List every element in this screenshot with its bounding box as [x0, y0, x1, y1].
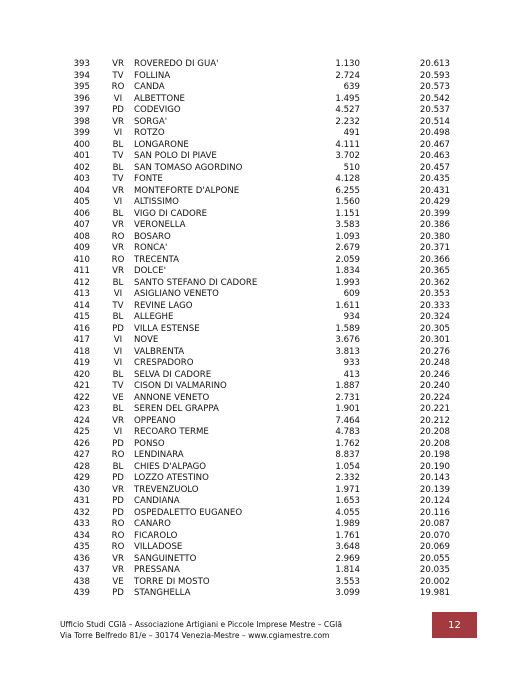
table-row	[50, 140, 470, 152]
table-row	[50, 588, 470, 600]
municipality-cell: SAN TOMASO AGORDINO	[134, 162, 243, 173]
rank-cell: 419	[73, 358, 90, 368]
municipality-cell: LENDINARA	[134, 450, 184, 460]
municipality-cell: ANNONE VENETO	[134, 392, 210, 403]
value-cell: 20.221	[419, 404, 450, 414]
rank-cell: 403	[73, 174, 90, 184]
population-cell: 1.993	[335, 277, 360, 288]
province-cell: VE	[112, 576, 124, 587]
table-row	[50, 174, 470, 186]
province-cell: BL	[112, 312, 124, 322]
population-cell: 609	[343, 289, 360, 299]
table-row	[50, 519, 470, 531]
value-cell: 20.002	[419, 576, 450, 587]
province-cell: RO	[111, 519, 125, 529]
table-row	[50, 347, 470, 359]
municipality-cell: CODEVIGO	[134, 105, 181, 115]
municipality-cell: CISON DI VALMARINO	[134, 381, 227, 391]
table-row	[50, 59, 470, 71]
population-cell: 1.901	[335, 404, 360, 414]
value-cell: 20.386	[419, 220, 450, 230]
municipality-cell: SANTO STEFANO DI CADORE	[134, 277, 258, 288]
value-cell: 20.070	[419, 530, 450, 541]
municipality-cell: TREVENZUOLO	[134, 484, 199, 495]
rank-cell: 412	[73, 277, 90, 288]
municipality-cell: OSPEDALETTO EUGANEO	[134, 507, 243, 518]
province-cell: VR	[112, 243, 124, 253]
municipality-cell: CANDA	[134, 82, 165, 92]
population-cell: 1.611	[335, 300, 360, 311]
province-cell: PD	[112, 473, 124, 483]
value-cell: 20.353	[419, 289, 450, 299]
rank-cell: 421	[73, 381, 90, 391]
province-cell: BL	[112, 162, 124, 173]
value-cell: 20.055	[419, 553, 450, 564]
value-cell: 20.537	[419, 105, 450, 115]
value-cell: 20.542	[419, 93, 450, 104]
province-cell: VR	[112, 484, 124, 495]
population-cell: 1.589	[335, 323, 360, 334]
municipality-cell: TORRE DI MOSTO	[134, 576, 210, 587]
population-cell: 1.814	[335, 565, 360, 575]
municipality-cell: DOLCE'	[134, 266, 166, 276]
municipality-cell: SANGUINETTO	[134, 553, 197, 564]
table-row	[50, 473, 470, 485]
rank-cell: 395	[73, 82, 90, 92]
table-row	[50, 220, 470, 232]
population-cell: 3.676	[335, 335, 360, 345]
province-cell: RO	[111, 231, 125, 242]
value-cell: 20.276	[419, 346, 450, 357]
value-cell: 20.435	[419, 174, 450, 184]
province-cell: BL	[112, 404, 124, 414]
value-cell: 20.365	[419, 266, 450, 276]
value-cell: 20.333	[419, 300, 450, 311]
province-cell: TV	[112, 381, 124, 391]
population-cell: 1.151	[335, 208, 360, 219]
rank-cell: 409	[73, 243, 90, 253]
rank-cell: 417	[73, 335, 90, 345]
rank-cell: 420	[73, 369, 90, 380]
rank-cell: 414	[73, 300, 90, 311]
municipality-cell: VIGO DI CADORE	[134, 208, 208, 219]
value-cell: 20.463	[419, 151, 450, 161]
table-row	[50, 197, 470, 209]
province-cell: VI	[113, 335, 123, 345]
rank-cell: 429	[73, 473, 90, 483]
municipality-cell: ALLEGHE	[134, 312, 174, 322]
value-cell: 20.224	[419, 392, 450, 403]
rank-cell: 408	[73, 231, 90, 242]
value-cell: 20.399	[419, 208, 450, 219]
rank-cell: 439	[73, 588, 90, 598]
municipality-cell: BOSARO	[134, 231, 171, 242]
rank-cell: 413	[73, 289, 90, 299]
municipality-cell: ALTISSIMO	[134, 197, 179, 207]
value-cell: 20.573	[419, 82, 450, 92]
population-cell: 2.969	[335, 553, 360, 564]
value-cell: 20.371	[419, 243, 450, 253]
municipality-cell: VILLA ESTENSE	[134, 323, 200, 334]
rank-cell: 433	[73, 519, 90, 529]
rank-cell: 405	[73, 197, 90, 207]
rank-cell: 426	[73, 438, 90, 449]
rank-cell: 396	[73, 93, 90, 104]
rank-cell: 397	[73, 105, 90, 115]
population-cell: 3.648	[335, 542, 360, 552]
population-cell: 1.054	[335, 461, 360, 472]
population-cell: 2.232	[335, 116, 360, 127]
table-row	[50, 278, 470, 290]
population-cell: 4.527	[335, 105, 360, 115]
value-cell: 19.981	[419, 588, 450, 598]
province-cell: TV	[112, 151, 124, 161]
table-row	[50, 370, 470, 382]
population-cell: 1.093	[335, 231, 360, 242]
population-cell: 1.761	[335, 530, 360, 541]
municipality-table	[50, 59, 470, 600]
municipality-cell: VALBRENTA	[134, 346, 185, 357]
population-cell: 4.111	[335, 139, 360, 150]
municipality-cell: SORGA'	[134, 116, 168, 127]
table-row	[50, 531, 470, 543]
table-row	[50, 427, 470, 439]
footer	[60, 619, 342, 641]
province-cell: TV	[112, 300, 124, 311]
province-cell: RO	[111, 542, 125, 552]
table-row	[50, 393, 470, 405]
population-cell: 3.553	[335, 576, 360, 587]
municipality-cell: ALBETTONE	[134, 93, 185, 104]
page-number: 12	[448, 619, 461, 631]
value-cell: 20.362	[419, 277, 450, 288]
rank-cell: 416	[73, 323, 90, 334]
value-cell: 20.240	[419, 381, 450, 391]
value-cell: 20.431	[419, 185, 450, 196]
population-cell: 934	[343, 312, 360, 322]
province-cell: RO	[111, 530, 125, 541]
table-row	[50, 105, 470, 117]
rank-cell: 418	[73, 346, 90, 357]
municipality-cell: CANDIANA	[134, 496, 180, 506]
table-row	[50, 243, 470, 255]
value-cell: 20.035	[419, 565, 450, 575]
municipality-cell: VILLADOSE	[134, 542, 183, 552]
province-cell: VI	[113, 128, 123, 138]
value-cell: 20.124	[419, 496, 450, 506]
value-cell: 20.246	[419, 369, 450, 380]
municipality-cell: SELVA DI CADORE	[134, 369, 212, 380]
province-cell: VI	[113, 93, 123, 104]
table-row	[50, 255, 470, 267]
value-cell: 20.429	[419, 197, 450, 207]
rank-cell: 432	[73, 507, 90, 518]
rank-cell: 434	[73, 530, 90, 541]
rank-cell: 410	[73, 254, 90, 265]
table-row	[50, 71, 470, 83]
rank-cell: 422	[73, 392, 90, 403]
value-cell: 20.208	[419, 427, 450, 437]
value-cell: 20.457	[419, 162, 450, 173]
table-row	[50, 335, 470, 347]
municipality-cell: SAN POLO DI PIAVE	[134, 151, 217, 161]
table-row	[50, 554, 470, 566]
rank-cell: 435	[73, 542, 90, 552]
province-cell: VR	[112, 185, 124, 196]
population-cell: 3.702	[335, 151, 360, 161]
value-cell: 20.190	[419, 461, 450, 472]
rank-cell: 399	[73, 128, 90, 138]
value-cell: 20.248	[419, 358, 450, 368]
table-row	[50, 324, 470, 336]
municipality-cell: LONGARONE	[134, 139, 189, 150]
rank-cell: 406	[73, 208, 90, 219]
rank-cell: 415	[73, 312, 90, 322]
footer-address: Via Torre Belfredo 81/e – 30174 Venezia-Mestre – www.cgiamestre.com	[60, 631, 330, 640]
table-row	[50, 94, 470, 106]
province-cell: BL	[112, 277, 124, 288]
table-row	[50, 462, 470, 474]
province-cell: VR	[112, 565, 124, 575]
rank-cell: 393	[73, 59, 90, 69]
population-cell: 1.989	[335, 519, 360, 529]
population-cell: 1.653	[335, 496, 360, 506]
population-cell: 2.059	[335, 254, 360, 265]
province-cell: RO	[111, 254, 125, 265]
value-cell: 20.514	[419, 116, 450, 127]
rank-cell: 438	[73, 576, 90, 587]
population-cell: 1.560	[335, 197, 360, 207]
municipality-cell: CANARO	[134, 519, 171, 529]
value-cell: 20.069	[419, 542, 450, 552]
province-cell: VR	[112, 415, 124, 426]
population-cell: 3.099	[335, 588, 360, 598]
table-row	[50, 450, 470, 462]
province-cell: BL	[112, 208, 124, 219]
municipality-cell: PONSO	[134, 438, 165, 449]
municipality-cell: RONCA'	[134, 243, 168, 253]
table-row	[50, 163, 470, 175]
table-row	[50, 82, 470, 94]
value-cell: 20.116	[419, 507, 450, 518]
province-cell: VI	[113, 427, 123, 437]
table-row	[50, 381, 470, 393]
population-cell: 933	[343, 358, 360, 368]
population-cell: 2.731	[335, 392, 360, 403]
table-row	[50, 416, 470, 428]
population-cell: 8.837	[335, 450, 360, 460]
population-cell: 1.495	[335, 93, 360, 104]
table-row	[50, 404, 470, 416]
population-cell: 510	[343, 162, 360, 173]
municipality-cell: REVINE LAGO	[134, 300, 193, 311]
table-row	[50, 565, 470, 577]
value-cell: 20.143	[419, 473, 450, 483]
population-cell: 1.971	[335, 484, 360, 495]
table-row	[50, 186, 470, 198]
province-cell: VR	[112, 116, 124, 127]
population-cell: 4.128	[335, 174, 360, 184]
municipality-cell: PRESSANA	[134, 565, 180, 575]
population-cell: 1.887	[335, 381, 360, 391]
table-row	[50, 209, 470, 221]
population-cell: 3.813	[335, 346, 360, 357]
population-cell: 7.464	[335, 415, 360, 426]
value-cell: 20.324	[419, 312, 450, 322]
population-cell: 2.679	[335, 243, 360, 253]
municipality-cell: FONTE	[134, 174, 163, 184]
value-cell: 20.208	[419, 438, 450, 449]
population-cell: 1.130	[335, 59, 360, 69]
province-cell: PD	[112, 105, 124, 115]
rank-cell: 427	[73, 450, 90, 460]
rank-cell: 423	[73, 404, 90, 414]
province-cell: TV	[112, 174, 124, 184]
rank-cell: 407	[73, 220, 90, 230]
population-cell: 639	[343, 82, 360, 92]
value-cell: 20.593	[419, 70, 450, 81]
province-cell: VR	[112, 553, 124, 564]
province-cell: VI	[113, 197, 123, 207]
value-cell: 20.139	[419, 484, 450, 495]
rank-cell: 425	[73, 427, 90, 437]
population-cell: 491	[343, 128, 360, 138]
province-cell: BL	[112, 369, 124, 380]
municipality-cell: STANGHELLA	[134, 588, 191, 598]
province-cell: PD	[112, 507, 124, 518]
municipality-cell: MONTEFORTE D'ALPONE	[134, 185, 240, 196]
rank-cell: 437	[73, 565, 90, 575]
rank-cell: 411	[73, 266, 90, 276]
population-cell: 3.583	[335, 220, 360, 230]
province-cell: VR	[112, 59, 124, 69]
table-row	[50, 128, 470, 140]
province-cell: TV	[112, 70, 124, 81]
value-cell: 20.366	[419, 254, 450, 265]
municipality-cell: CHIES D'ALPAGO	[134, 461, 207, 472]
table-row	[50, 496, 470, 508]
province-cell: PD	[112, 496, 124, 506]
population-cell: 2.724	[335, 70, 360, 81]
municipality-cell: TRECENTA	[134, 254, 179, 265]
value-cell: 20.305	[419, 323, 450, 334]
rank-cell: 394	[73, 70, 90, 81]
table-row	[50, 232, 470, 244]
table-row	[50, 485, 470, 497]
rank-cell: 436	[73, 553, 90, 564]
rank-cell: 404	[73, 185, 90, 196]
municipality-cell: ROVEREDO DI GUA'	[134, 59, 219, 69]
municipality-cell: ASIGLIANO VENETO	[134, 289, 219, 299]
municipality-cell: CRESPADORO	[134, 358, 194, 368]
municipality-cell: FOLLINA	[134, 70, 171, 81]
province-cell: VE	[112, 392, 124, 403]
table-row	[50, 358, 470, 370]
province-cell: PD	[112, 323, 124, 334]
table-row	[50, 289, 470, 301]
table-row	[50, 312, 470, 324]
value-cell: 20.198	[419, 450, 450, 460]
province-cell: VR	[112, 220, 124, 230]
population-cell: 4.783	[335, 427, 360, 437]
rank-cell: 400	[73, 139, 90, 150]
value-cell: 20.613	[419, 59, 450, 69]
municipality-cell: FICAROLO	[134, 530, 178, 541]
population-cell: 4.055	[335, 507, 360, 518]
population-cell: 1.762	[335, 438, 360, 449]
population-cell: 1.834	[335, 266, 360, 276]
value-cell: 20.498	[419, 128, 450, 138]
value-cell: 20.467	[419, 139, 450, 150]
rank-cell: 424	[73, 415, 90, 426]
municipality-cell: VERONELLA	[134, 220, 186, 230]
municipality-cell: NOVE	[134, 335, 159, 345]
table-row	[50, 439, 470, 451]
table-row	[50, 301, 470, 313]
table-row	[50, 266, 470, 278]
municipality-cell: SEREN DEL GRAPPA	[134, 404, 219, 414]
rank-cell: 402	[73, 162, 90, 173]
population-cell: 6.255	[335, 185, 360, 196]
province-cell: BL	[112, 461, 124, 472]
table-row	[50, 508, 470, 520]
population-cell: 2.332	[335, 473, 360, 483]
rank-cell: 401	[73, 151, 90, 161]
value-cell: 20.380	[419, 231, 450, 242]
rank-cell: 431	[73, 496, 90, 506]
province-cell: PD	[112, 438, 124, 449]
table-row	[50, 117, 470, 129]
municipality-cell: RECOARO TERME	[134, 427, 209, 437]
province-cell: VI	[113, 358, 123, 368]
table-row	[50, 542, 470, 554]
table-row	[50, 577, 470, 589]
rank-cell: 398	[73, 116, 90, 127]
table-row	[50, 151, 470, 163]
population-cell: 413	[343, 369, 360, 380]
value-cell: 20.301	[419, 335, 450, 345]
page-number-badge	[432, 612, 477, 638]
province-cell: VR	[112, 266, 124, 276]
province-cell: VI	[113, 346, 123, 357]
province-cell: VI	[113, 289, 123, 299]
value-cell: 20.087	[419, 519, 450, 529]
province-cell: RO	[111, 82, 125, 92]
municipality-cell: ROTZO	[134, 128, 165, 138]
province-cell: RO	[111, 450, 125, 460]
province-cell: PD	[112, 588, 124, 598]
municipality-cell: LOZZO ATESTINO	[134, 473, 209, 483]
province-cell: BL	[112, 139, 124, 150]
rank-cell: 430	[73, 484, 90, 495]
municipality-cell: OPPEANO	[134, 415, 176, 426]
footer-organization: Ufficio Studi CGIā – Associazione Artigiani e Piccole Imprese Mestre – CGIā	[60, 620, 342, 629]
rank-cell: 428	[73, 461, 90, 472]
value-cell: 20.212	[419, 415, 450, 426]
